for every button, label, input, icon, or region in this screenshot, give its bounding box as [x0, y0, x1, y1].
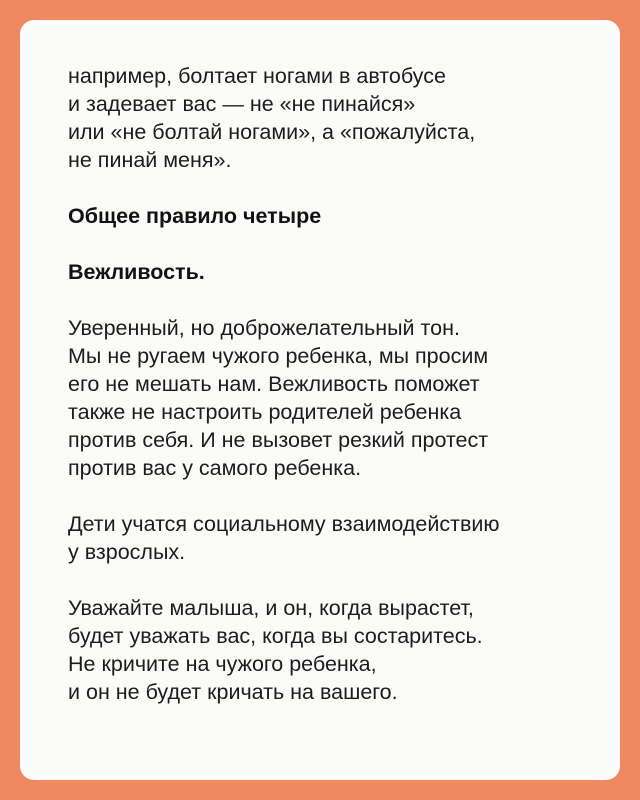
intro-paragraph: например, болтает ногами в автобусе и задевает вас — не «не пинайся» или «не болтай ногами», а «пожалуйста, не пинай меня».	[68, 64, 476, 172]
paragraph-social-learning: Дети учатся социальному взаимодействию у взрослых.	[68, 512, 500, 564]
spacer	[68, 230, 620, 258]
spacer	[68, 286, 620, 314]
spacer	[68, 174, 620, 202]
content-card	[20, 20, 620, 780]
paragraph-respect: Уважайте малыша, и он, когда вырастет, будет уважать вас, когда вы состаритесь. Не кричите на чужого ребенка, и он не будет кричать на вашего.	[68, 596, 483, 704]
rule-heading: Общее правило четыре	[68, 204, 322, 228]
paragraph-politeness: Уверенный, но доброжелательный тон. Мы не ругаем чужого ребенка, мы просим его не мешать нам. Вежливость поможет также не настроить родителей ребенка против себя. И не вызовет резкий протест против вас у самого ребенка.	[68, 316, 489, 480]
rule-title: Вежливость.	[68, 260, 205, 284]
spacer	[68, 482, 620, 510]
spacer	[68, 566, 620, 594]
